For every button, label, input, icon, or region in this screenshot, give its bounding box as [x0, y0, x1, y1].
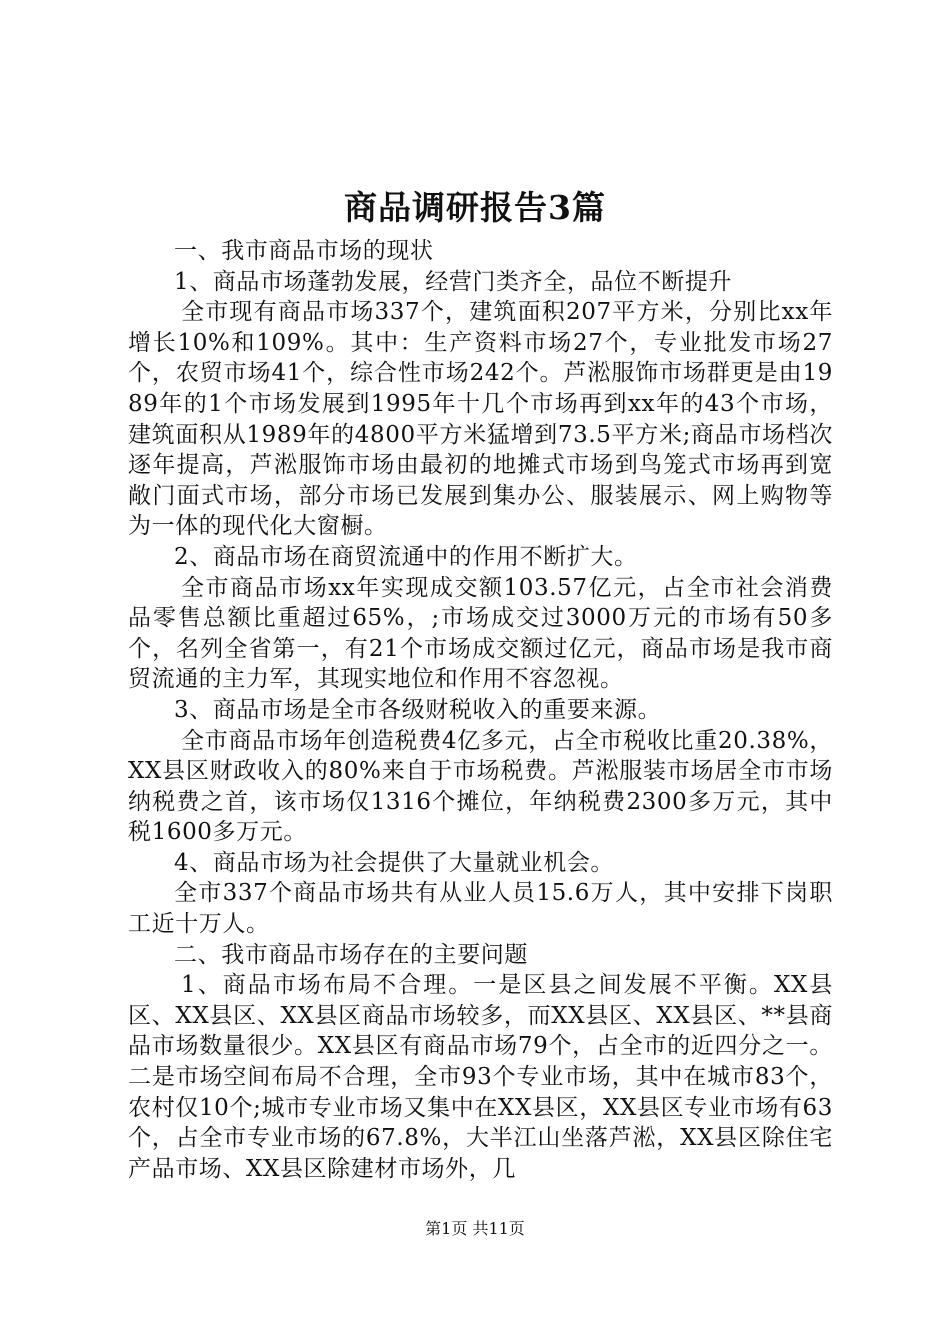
- paragraph-2-1: 1、商品市场布局不合理。一是区县之间发展不平衡。XX县区、XX县区、XX县区商品市场较多，而XX县区、XX县区、**县商品市场数量很少。XX县区有商品市场79个，占全市的近四分之一。二是市场空间布局不合理，全市93个专业市场，其中在城市83个，农村仅10个;城市专业市场又集中在XX县区，XX县区专业市场有63个，占全市专业市场的67.8%，大半江山坐落芦淞，XX县区除住宅产品市场、XX县区除建材市场外，几: [128, 972, 833, 1182]
- section-heading-1: 一、我市商品市场的现状: [174, 238, 434, 264]
- subheading-1-3: 3、商品市场是全市各级财税收入的重要来源。: [174, 696, 662, 723]
- document-title: 商品调研报告3篇: [344, 188, 606, 227]
- paragraph-1-2: 全市商品市场xx年实现成交额103.57亿元，占全市社会消费品零售总额比重超过65%，;市场成交过3000万元的市场有50多个，名列全省第一，有21个市场成交额过亿元，商品市场是我市商贸流通的主力军，其现实地位和作用不容忽视。: [128, 574, 833, 693]
- subheading-1-2: 2、商品市场在商贸流通中的作用不断扩大。: [174, 543, 638, 570]
- section-heading-2: 二、我市商品市场存在的主要问题: [174, 941, 528, 968]
- paragraph-1-4: 全市337个商品市场共有从业人员15.6万人，其中安排下岗职工近十万人。: [128, 880, 833, 938]
- paragraph-1-3: 全市商品市场年创造税费4亿多元，占全市税收比重20.38%，XX县区财政收入的80%来自于市场税费。芦淞服装市场居全市市场纳税费之首，该市场仅1316个摊位，年纳税费2300多万元，其中税1600多万元。: [128, 727, 833, 846]
- document-body: [128, 236, 833, 1184]
- paragraph-1-1: 全市现有商品市场337个，建筑面积207平方米，分别比xx年增长10%和109%。其中：生产资料市场27个，专业批发市场27个，农贸市场41个，综合性市场242个。芦淞服饰市场群更是由1989年的1个市场发展到1995年十几个市场再到xx年的43个市场，建筑面积从1989年的4800平方米猛增到73.5平方米;商品市场档次逐年提高，芦淞服饰市场由最初的地摊式市场到鸟笼式市场再到宽敞门面式市场，部分市场已发展到集办公、服装展示、网上购物等为一体的现代化大窗橱。: [128, 299, 833, 540]
- page-number-footer: 第1页 共11页: [425, 1219, 525, 1238]
- subheading-1-1: 1、商品市场蓬勃发展，经营门类齐全，品位不断提升: [174, 268, 733, 295]
- subheading-1-4: 4、商品市场为社会提供了大量就业机会。: [174, 849, 615, 876]
